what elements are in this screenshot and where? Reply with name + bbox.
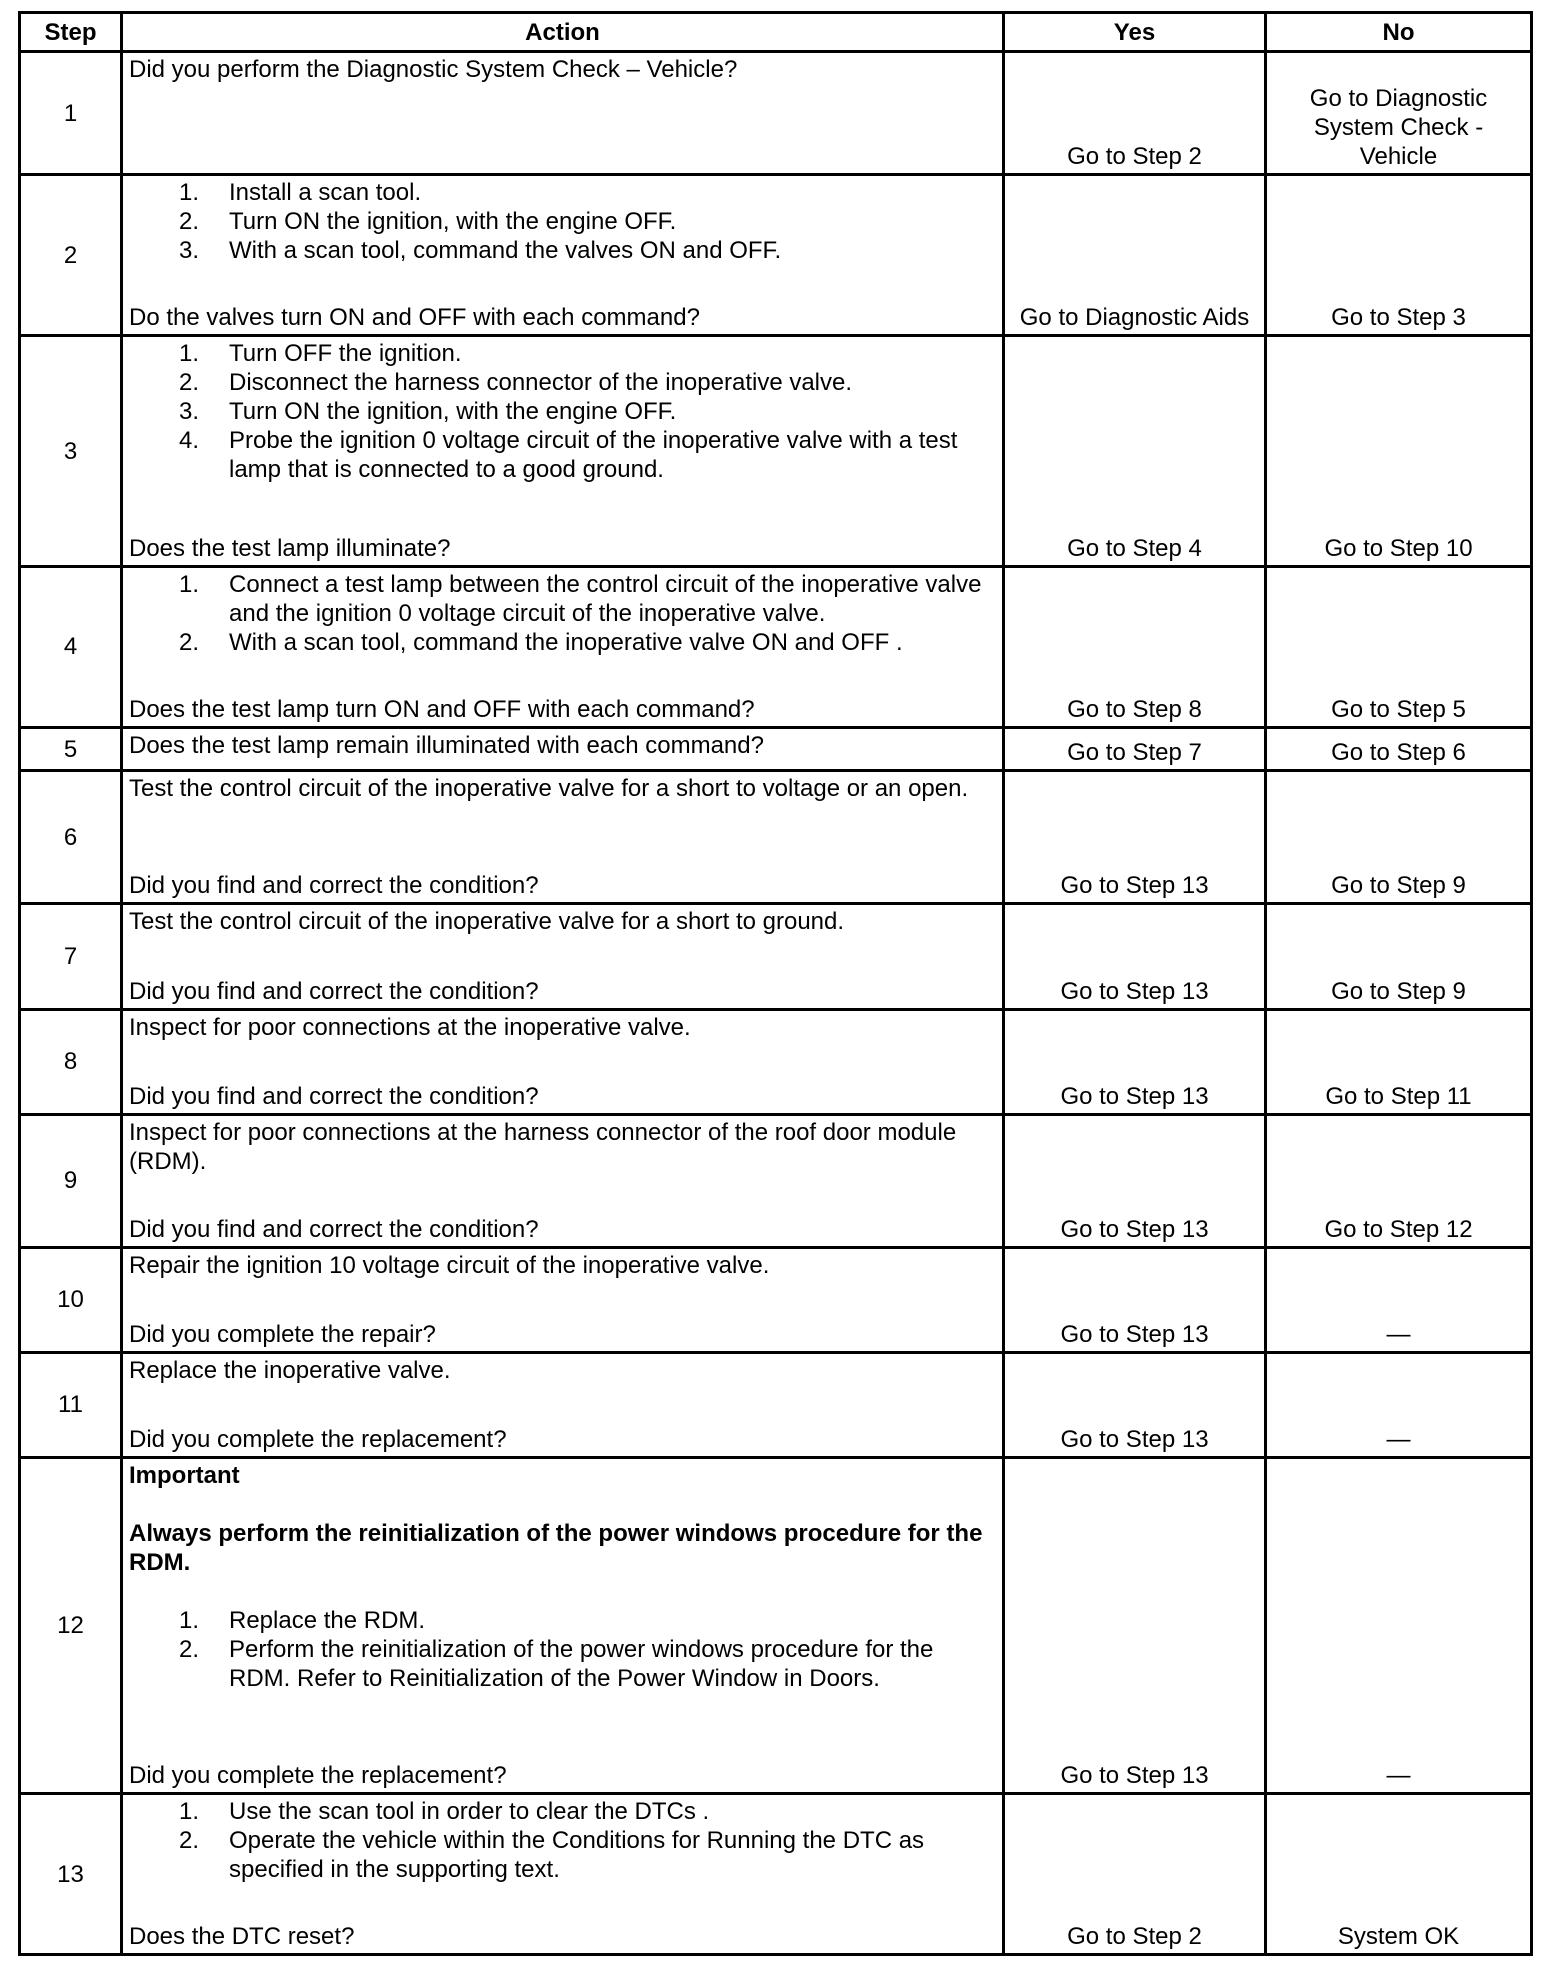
action-text: Does the test lamp remain illuminated with each command? [129,731,764,759]
important-note [129,1461,996,1577]
yes-result: Go to Step 4 [1004,336,1266,567]
no-result [1266,1114,1532,1247]
substep-item [129,207,996,236]
action-text: Did you perform the Diagnostic System Check – Vehicle? [129,56,738,83]
yes-result: Go to Step 13 [1004,1458,1266,1794]
substep-list [129,570,996,657]
substep-item [129,178,996,207]
no-result-text: — [1386,1762,1411,1790]
no-result-text: System OK [1337,1923,1460,1950]
action-cell [122,1352,1004,1457]
no-result [1266,904,1532,1009]
substep-number: 1. [179,340,200,368]
no-result [1266,1009,1532,1114]
no-result-text: Go to Step 6 [1331,739,1466,767]
action-question: Did you complete the replacement? [129,1762,507,1790]
action-question: Does the test lamp illuminate? [129,535,451,563]
action-text: Test the control circuit of the inoperative valve for a short to voltage or an open. [129,775,969,803]
substep-number: 3. [179,237,200,265]
yes-result: Go to Step 2 [1004,1794,1266,1955]
yes-result: Go to Step 13 [1004,771,1266,904]
action-cell [122,1114,1004,1247]
table-body [20,52,1532,1955]
table-row [20,727,1532,771]
step-number: 6 [20,771,122,904]
substep-item [129,339,996,368]
no-result-text: — [1386,1426,1411,1453]
no-result-text: — [1386,1320,1411,1348]
yes-result: Go to Step 13 [1004,1009,1266,1114]
table-row [20,771,1532,904]
no-result [1266,567,1532,728]
substep-list [129,178,996,265]
substep-list [129,1797,996,1884]
step-number: 9 [20,1114,122,1247]
step-number: 4 [20,567,122,728]
no-result-text: Go to Step 12 [1324,1215,1473,1243]
action-cell [122,336,1004,567]
substep-number: 2. [179,208,200,236]
action-cell [122,1458,1004,1794]
substep-item [129,1826,996,1884]
no-result [1266,1352,1532,1457]
substep-text: Replace the RDM. [229,1607,426,1634]
table-row [20,1352,1532,1457]
no-result [1266,52,1532,175]
yes-result: Go to Step 13 [1004,1352,1266,1457]
yes-result: Go to Diagnostic Aids [1004,175,1266,336]
substep-item [129,368,996,397]
action-question: Did you complete the repair? [129,1320,436,1348]
header-step: Step [20,13,122,52]
substep-item [129,1606,996,1635]
action-text: Replace the inoperative valve. [129,1356,451,1384]
substep-number: 2. [179,1827,200,1855]
action-question: Did you find and correct the condition? [129,1215,539,1243]
important-text: Always perform the reinitialization of the power windows procedure for the RDM. [129,1520,983,1576]
no-result [1266,1458,1532,1794]
action-question: Does the DTC reset? [129,1923,355,1950]
substep-text: Turn ON the ignition, with the engine OFF. [229,398,677,426]
substep-list [129,339,996,484]
step-number: 12 [20,1458,122,1794]
step-number: 1 [20,52,122,175]
substep-number: 1. [179,1798,200,1826]
substep-number: 4. [179,427,200,455]
no-result [1266,1247,1532,1352]
table-row [20,1009,1532,1114]
action-question: Do the valves turn ON and OFF with each command? [129,304,700,332]
no-result-text: Go to Step 9 [1331,977,1466,1005]
substep-text: Connect a test lamp between the control circuit of the inoperative valve and the ignition 0 voltage circuit of the inoperative valve. [229,571,982,628]
step-number: 8 [20,1009,122,1114]
header-yes: Yes [1004,13,1266,52]
header-action: Action [122,13,1004,52]
action-question: Did you find and correct the condition? [129,1082,539,1110]
substep-text: Operate the vehicle within the Conditions for Running the DTC as specified in the supporting text. [229,1827,925,1884]
substep-text: Use the scan tool in order to clear the DTCs . [229,1798,710,1826]
substep-number: 3. [179,398,200,426]
substep-item [129,426,996,484]
no-result-text: Go to Step 3 [1331,304,1466,332]
table-row [20,567,1532,728]
substep-number: 1. [179,571,200,599]
step-number: 7 [20,904,122,1009]
yes-result: Go to Step 2 [1004,52,1266,175]
substep-text: Disconnect the harness connector of the inoperative valve. [229,369,853,397]
table-row [20,1114,1532,1247]
action-question: Does the test lamp turn ON and OFF with each command? [129,695,755,723]
step-number: 11 [20,1352,122,1457]
action-cell [122,771,1004,904]
substep-number: 2. [179,1636,200,1663]
substep-item [129,236,996,265]
substep-number: 1. [179,1607,200,1634]
action-text: Inspect for poor connections at the inoperative valve. [129,1013,691,1041]
substep-item [129,1635,996,1693]
no-result [1266,336,1532,567]
yes-result: Go to Step 13 [1004,904,1266,1009]
important-title: Important [129,1462,240,1489]
step-number: 10 [20,1247,122,1352]
yes-result: Go to Step 13 [1004,1114,1266,1247]
step-number: 5 [20,727,122,771]
action-question: Did you find and correct the condition? [129,977,539,1005]
substep-number: 2. [179,629,200,657]
table-row [20,336,1532,567]
substep-text: Probe the ignition 0 voltage circuit of the inoperative valve with a test lamp that is connected to a good ground. [229,427,958,484]
action-cell [122,1247,1004,1352]
table-row [20,1458,1532,1794]
step-number: 3 [20,336,122,567]
action-question: Did you complete the replacement? [129,1426,507,1453]
no-result-text: Go to Step 11 [1325,1082,1472,1110]
substep-list [129,1606,996,1693]
substep-item [129,628,996,657]
substep-item [129,1797,996,1826]
step-number: 2 [20,175,122,336]
action-cell [122,175,1004,336]
action-cell [122,727,1004,771]
yes-result: Go to Step 13 [1004,1247,1266,1352]
action-text: Inspect for poor connections at the harness connector of the roof door module (RDM). [129,1118,957,1175]
table-row [20,1247,1532,1352]
step-number: 13 [20,1794,122,1955]
table-row [20,1794,1532,1955]
no-result-text: Go to Diagnostic System Check - Vehicle [1309,85,1488,171]
diagnostic-table [18,11,1533,1956]
substep-text: Perform the reinitialization of the power windows procedure for the RDM. Refer to Reinitialization of the Power Window in Doors. [229,1636,934,1692]
substep-item [129,570,996,628]
action-cell [122,567,1004,728]
substep-item [129,397,996,426]
substep-text: Turn ON the ignition, with the engine OFF. [229,208,677,236]
no-result-text: Go to Step 5 [1331,695,1466,723]
substep-text: With a scan tool, command the valves ON and OFF. [229,237,782,265]
table-row [20,52,1532,175]
action-cell [122,1009,1004,1114]
substep-number: 2. [179,369,200,397]
header-row [20,13,1532,52]
action-text: Repair the ignition 10 voltage circuit of the inoperative valve. [129,1251,770,1279]
no-result-text: Go to Step 9 [1331,872,1466,900]
substep-number: 1. [179,179,200,207]
substep-text: Turn OFF the ignition. [229,340,462,368]
yes-result: Go to Step 8 [1004,567,1266,728]
no-result [1266,771,1532,904]
no-result [1266,175,1532,336]
table-row [20,175,1532,336]
header-no: No [1266,13,1532,52]
action-question: Did you find and correct the condition? [129,872,539,900]
action-cell [122,904,1004,1009]
action-cell [122,1794,1004,1955]
yes-result: Go to Step 7 [1004,727,1266,771]
table-row [20,904,1532,1009]
no-result [1266,1794,1532,1955]
no-result [1266,727,1532,771]
substep-text: Install a scan tool. [229,179,422,207]
action-cell [122,52,1004,175]
no-result-text: Go to Step 10 [1324,535,1473,563]
substep-text: With a scan tool, command the inoperative valve ON and OFF . [229,629,903,657]
action-text: Test the control circuit of the inoperative valve for a short to ground. [129,908,845,936]
